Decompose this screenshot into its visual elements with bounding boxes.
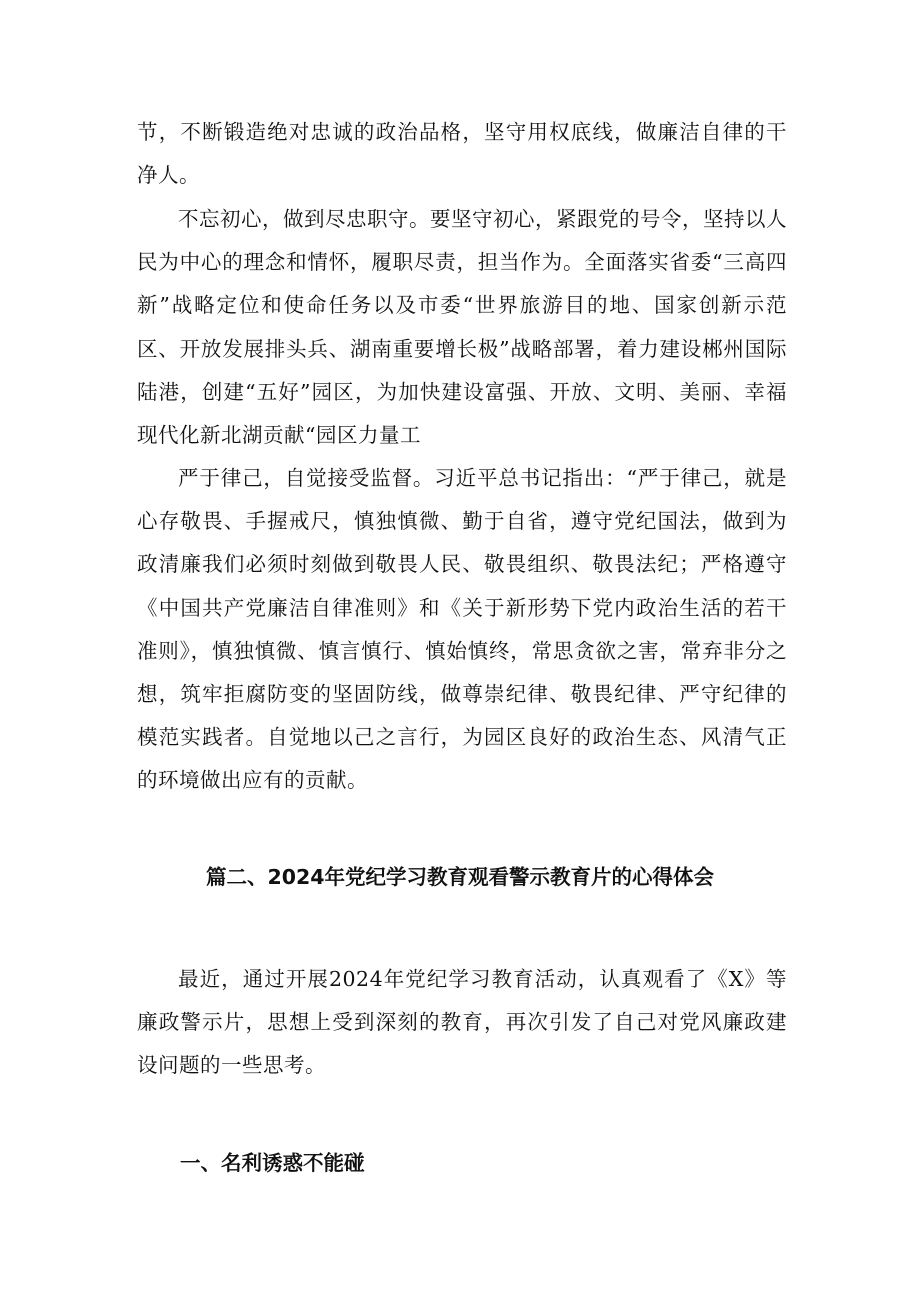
section-title: 篇二、2024年党纪学习教育观看警示教育片的心得体会 (205, 865, 715, 889)
paragraph-self-discipline: 严于律己，自觉接受监督。习近平总书记指出：“严于律己，就是心存敬畏、手握戒尺，慎独慎微、勤于自省，遵守党纪国法，做到为政清廉我们必须时刻做到敬畏人民、敬畏组织、敬畏法纪；严格遵守《中国共产党廉洁自律准则》和《关于新形势下党内政治生活的若干准则》，慎独慎微、慎言慎行、慎始慎终，常思贪欲之害，常弃非分之想，筑牢拒腐防变的坚固防线，做尊崇纪律、敬畏纪律、严守纪律的模范实践者。自觉地以己之言行，为园区良好的政治生态、风清气正的环境做出应有的贡献。 (137, 466, 787, 793)
sub-heading: 一、名利诱惑不能碰 (180, 1151, 365, 1175)
paragraph-intro: 最近，通过开展2024年党纪学习教育活动，认真观看了《X》等廉政警示片，思想上受到深刻的教育，再次引发了自己对党风廉政建设问题的一些思考。 (137, 967, 787, 1078)
paragraph-continuation: 节，不断锻造绝对忠诚的政治品格，坚守用权底线，做廉洁自律的干净人。 (137, 120, 787, 188)
paragraph-initial-intent: 不忘初心，做到尽忠职守。要坚守初心，紧跟党的号令，坚持以人民为中心的理念和情怀，履职尽责，担当作为。全面落实省委“三高四新”战略定位和使命任务以及市委“世界旅游目的地、国家创新示范区、开放发展排头兵、湖南重要增长极”战略部署，着力建设郴州国际陆港，创建“五好”园区，为加快建设富强、开放、文明、美丽、幸福现代化新北湖贡献“园区力量工 (137, 207, 787, 448)
